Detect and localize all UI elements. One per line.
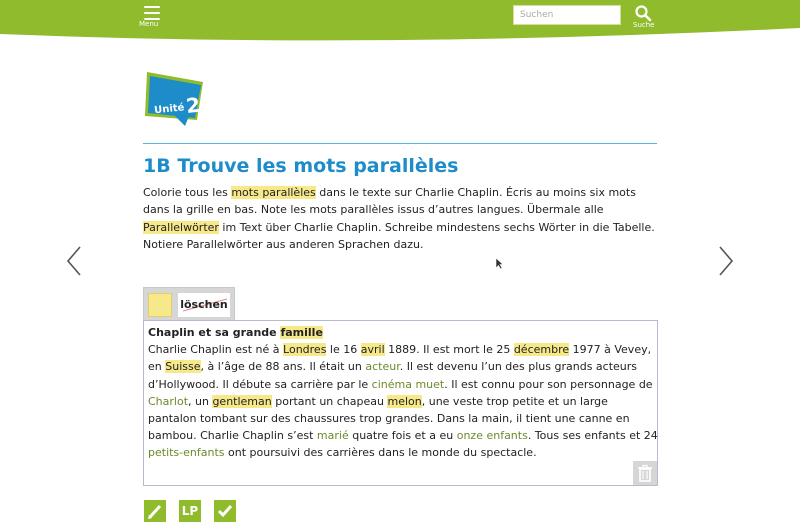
marked-word: acteur <box>365 360 400 374</box>
clear-button-label: löschen <box>180 298 228 311</box>
text-segment: dans le texte sur Charlie Chaplin. Écris au moins six mots dans la grille en bas. Note les mots parallèles issus d’autres langues. Übermale alle <box>143 186 636 217</box>
unit-word: Unité <box>153 102 185 117</box>
text-segment: Colorie tous les <box>143 186 232 199</box>
story-text[interactable] <box>148 324 658 462</box>
text-segment: portant un chapeau <box>271 394 388 408</box>
search-button[interactable] <box>632 4 654 28</box>
clear-button[interactable] <box>178 293 230 317</box>
top-bar-background <box>0 0 800 45</box>
magnifier-icon <box>634 4 652 22</box>
search-label: Suche <box>633 21 655 29</box>
highlighted-word: avril <box>360 343 385 357</box>
text-segment: Charlie Chaplin est né à <box>148 343 284 357</box>
instructions-text <box>143 184 663 254</box>
text-segment: , à l’âge de 88 ans. Il était un <box>200 360 366 374</box>
highlighted-word: Suisse <box>165 360 201 374</box>
text-segment: , un <box>188 394 213 408</box>
marked-word: onze enfants <box>456 429 528 443</box>
text-segment: quatre fois et a eu <box>348 429 457 443</box>
highlighted-word: Londres <box>283 343 327 357</box>
previous-page-arrow-icon[interactable] <box>66 246 82 276</box>
text-segment: Chaplin et sa grande <box>148 326 281 339</box>
divider <box>143 143 657 144</box>
menu-button[interactable] <box>141 4 163 26</box>
trash-icon <box>633 461 657 485</box>
marked-word: cinéma muet <box>371 377 445 391</box>
text-segment: im Text über Charlie Chaplin. Schreibe mindestens sechs Wörter in die Tabelle. Notiere Parallelwörter aus anderen Sprachen dazu. <box>143 220 655 252</box>
text-segment: . Il est connu pour son personnage de <box>444 377 653 391</box>
text-segment: 1977 à Vevey, en <box>148 343 652 374</box>
highlighted-word: melon <box>387 394 422 408</box>
next-page-arrow-icon[interactable] <box>718 246 734 276</box>
text-segment: , une veste trop petite et un large pantalon tombant sur des chaussures trop grandes. Dans la main, il tient une canne en bambou. Charlie Chaplin s’est <box>148 394 630 443</box>
highlighted-word: Parallelwörter <box>143 220 219 234</box>
trash-button[interactable] <box>633 461 657 485</box>
story-heading <box>148 324 658 341</box>
text-segment: . Il est devenu l’un des plus grands acteurs d’Hollywood. Il débute sa carrière par le <box>148 360 638 391</box>
story-body <box>148 341 658 461</box>
marked-word: Charlot <box>148 394 189 408</box>
marked-word: marié <box>316 429 349 443</box>
top-bar <box>0 0 800 45</box>
text-segment: . Tous ses enfants et 24 <box>527 429 658 443</box>
unit-number: 2 <box>184 92 202 118</box>
highlighted-word: décembre <box>513 343 570 357</box>
highlighted-word: mots parallèles <box>231 186 316 199</box>
highlighted-word: gentleman <box>212 394 272 408</box>
checkmark-icon <box>214 500 236 522</box>
text-segment: le 16 <box>326 343 361 357</box>
hamburger-icon <box>144 6 160 20</box>
marked-word: petits-enfants <box>148 446 225 460</box>
page-title: 1B Trouve les mots parallèles <box>143 155 459 177</box>
yellow-color-swatch[interactable] <box>148 293 172 317</box>
text-segment: 1889. Il est mort le 25 <box>384 343 514 357</box>
highlighted-word: famille <box>280 326 323 339</box>
text-segment: ont poursuivi des carrières dans le monde du spectacle. <box>224 446 537 460</box>
menu-label: Menu <box>139 20 159 28</box>
unit-label <box>153 93 201 122</box>
search-input[interactable] <box>513 5 621 25</box>
check-button[interactable] <box>214 500 236 522</box>
lp-button[interactable]: LP <box>179 500 201 522</box>
edit-button[interactable] <box>144 500 166 522</box>
mouse-cursor-icon <box>496 258 504 270</box>
pencil-icon <box>144 500 166 522</box>
